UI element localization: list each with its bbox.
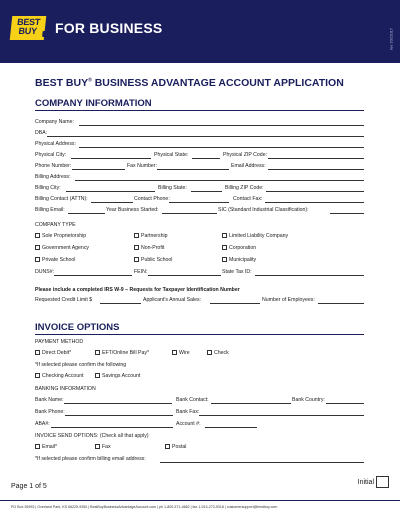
- type-sole-proprietorship[interactable]: Sole Proprietorship: [35, 233, 86, 240]
- form-code: rev 2022017: [388, 28, 393, 51]
- checkbox-icon: [172, 350, 177, 355]
- invoice-section-heading: INVOICE OPTIONS: [35, 322, 120, 333]
- w9-note: Please include a completed IRS W-9 – Requests for Taxpayer Identification Number: [35, 287, 240, 293]
- phone-row: [35, 162, 364, 171]
- fein-field[interactable]: FEIN:: [134, 268, 221, 277]
- checkbox-icon: [95, 350, 100, 355]
- checkbox-icon: [95, 444, 100, 449]
- footer-contact: PO Box 35993 | Overland Park, KS 66225-9350 | BestBuyBusinessAdvantageAccount.com | ph 1-800-371-4662 | fax 1-913-273-9318 | customersupport@bestbuy.com: [11, 505, 278, 509]
- bank-fax-field[interactable]: Bank Fax:: [176, 408, 364, 417]
- initial-label: Initial: [357, 479, 374, 486]
- sic-field[interactable]: SIC (Standard Industrial Classification):: [218, 206, 364, 215]
- billing-state-field[interactable]: Billing State:: [158, 184, 222, 193]
- credit-row: [35, 296, 364, 305]
- checkbox-icon: [134, 257, 139, 262]
- billing-email-confirm-row: [35, 455, 364, 464]
- invoice-section-divider: [35, 334, 364, 335]
- checkbox-icon: [222, 257, 227, 262]
- credit-limit-field[interactable]: Requested Credit Limit $: [35, 296, 141, 305]
- contact-fax-field[interactable]: Contact Fax:: [233, 195, 364, 204]
- type-llc[interactable]: Limited Liability Company: [222, 233, 288, 240]
- logo-tag-icon: [42, 31, 49, 37]
- send-postal[interactable]: Postal: [165, 444, 186, 451]
- footer-divider: [0, 500, 400, 501]
- banking-info-label: BANKING INFORMATION: [35, 386, 96, 392]
- dba-row: [35, 129, 364, 138]
- billing-email-confirm-field[interactable]: *If selected please confirm billing email address:: [35, 455, 364, 464]
- aba-row: [35, 420, 364, 429]
- confirm-note: *If selected please confirm the following: [35, 362, 127, 368]
- company-name-row: [35, 118, 364, 127]
- type-public-school[interactable]: Public School: [134, 257, 172, 264]
- bank-name-field[interactable]: Bank Name:: [35, 396, 172, 405]
- employees-field[interactable]: Number of Employees:: [262, 296, 364, 305]
- tax-id-row: [35, 268, 364, 277]
- logo-text-line1: BEST: [16, 17, 41, 27]
- checkbox-icon: [35, 233, 40, 238]
- page-title: [35, 77, 344, 89]
- type-partnership[interactable]: Partnership: [134, 233, 168, 240]
- account-checking[interactable]: Checking Account: [35, 373, 84, 380]
- billing-city-field[interactable]: Billing City:: [35, 184, 155, 193]
- bank-phone-row: [35, 408, 364, 417]
- best-buy-logo: [10, 16, 47, 40]
- checkbox-icon: [222, 233, 227, 238]
- type-municipality[interactable]: Municipality: [222, 257, 256, 264]
- title-rest: BUSINESS ADVANTAGE ACCOUNT APPLICATION: [91, 77, 344, 89]
- checkbox-icon: [35, 373, 40, 378]
- physical-city-row: [35, 151, 364, 160]
- company-section-divider: [35, 110, 364, 111]
- state-tax-id-field[interactable]: State Tax ID:: [222, 268, 364, 277]
- logo-text-line2: BUY: [18, 26, 38, 36]
- billing-address-field[interactable]: Billing Address:: [35, 173, 364, 182]
- send-fax[interactable]: Fax: [95, 444, 111, 451]
- company-section-heading: COMPANY INFORMATION: [35, 98, 152, 109]
- invoice-send-label: INVOICE SEND OPTIONS: (Check all that apply): [35, 433, 149, 439]
- company-type-label: COMPANY TYPE: [35, 222, 76, 228]
- checkbox-icon: [35, 245, 40, 250]
- checkbox-icon: [134, 245, 139, 250]
- duns-field[interactable]: DUNS#:: [35, 268, 132, 277]
- physical-city-field[interactable]: Physical City:: [35, 151, 151, 160]
- billing-contact-row: [35, 195, 364, 204]
- billing-city-row: [35, 184, 364, 193]
- pay-eft[interactable]: EFT/Online Bill Pay*: [95, 350, 149, 357]
- billing-email-field[interactable]: Billing Email:: [35, 206, 105, 215]
- send-email[interactable]: Email*: [35, 444, 57, 451]
- type-government-agency[interactable]: Government Agency: [35, 245, 89, 252]
- page-number: Page 1 of 5: [11, 483, 47, 490]
- contact-phone-field[interactable]: Contact Phone:: [134, 195, 229, 204]
- bank-phone-field[interactable]: Bank Phone:: [35, 408, 173, 417]
- pay-direct-debit[interactable]: Direct Debit*: [35, 350, 71, 357]
- billing-zip-field[interactable]: Billing ZIP Code:: [225, 184, 364, 193]
- checkbox-icon: [35, 257, 40, 262]
- year-started-field[interactable]: Year Business Started:: [106, 206, 217, 215]
- checkbox-icon: [134, 233, 139, 238]
- bank-name-row: [35, 396, 364, 405]
- aba-field[interactable]: ABA#:: [35, 420, 173, 429]
- type-corporation[interactable]: Corporation: [222, 245, 256, 252]
- email-address-field[interactable]: Email Address:: [231, 162, 364, 171]
- fax-number-field[interactable]: Fax Number:: [127, 162, 229, 171]
- account-number-field[interactable]: Account #:: [176, 420, 257, 429]
- billing-email-row: [35, 206, 364, 215]
- phone-number-field[interactable]: Phone Number:: [35, 162, 125, 171]
- bank-contact-field[interactable]: Bank Contact:: [176, 396, 291, 405]
- pay-check[interactable]: Check: [207, 350, 229, 357]
- company-name-field[interactable]: Company Name:: [35, 118, 364, 127]
- registered-mark: ®: [88, 77, 92, 84]
- physical-address-field[interactable]: Physical Address:: [35, 140, 364, 149]
- payment-method-label: PAYMENT METHOD: [35, 339, 84, 345]
- checkbox-icon: [165, 444, 170, 449]
- dba-field[interactable]: DBA:: [35, 129, 364, 138]
- checkbox-icon: [35, 350, 40, 355]
- account-savings[interactable]: Savings Account: [95, 373, 140, 380]
- checkbox-icon: [35, 444, 40, 449]
- pay-wire[interactable]: Wire: [172, 350, 190, 357]
- checkbox-icon: [207, 350, 212, 355]
- initial-box[interactable]: [376, 476, 389, 488]
- bank-country-field[interactable]: Bank Country:: [292, 396, 364, 405]
- physical-state-field[interactable]: Physical State:: [154, 151, 220, 160]
- physical-zip-field[interactable]: Physical ZIP Code:: [223, 151, 364, 160]
- annual-sales-field[interactable]: Applicant's Annual Sales:: [143, 296, 260, 305]
- checkbox-icon: [95, 373, 100, 378]
- billing-contact-field[interactable]: Billing Contact (ATTN):: [35, 195, 133, 204]
- checkbox-icon: [222, 245, 227, 250]
- billing-address-row: [35, 173, 364, 182]
- title-brand: BEST BUY: [35, 77, 89, 89]
- type-private-school[interactable]: Private School: [35, 257, 75, 264]
- header-banner: [0, 0, 400, 63]
- type-non-profit[interactable]: Non-Profit: [134, 245, 164, 252]
- for-business-title: FOR BUSINESS: [55, 20, 163, 36]
- physical-address-row: [35, 140, 364, 149]
